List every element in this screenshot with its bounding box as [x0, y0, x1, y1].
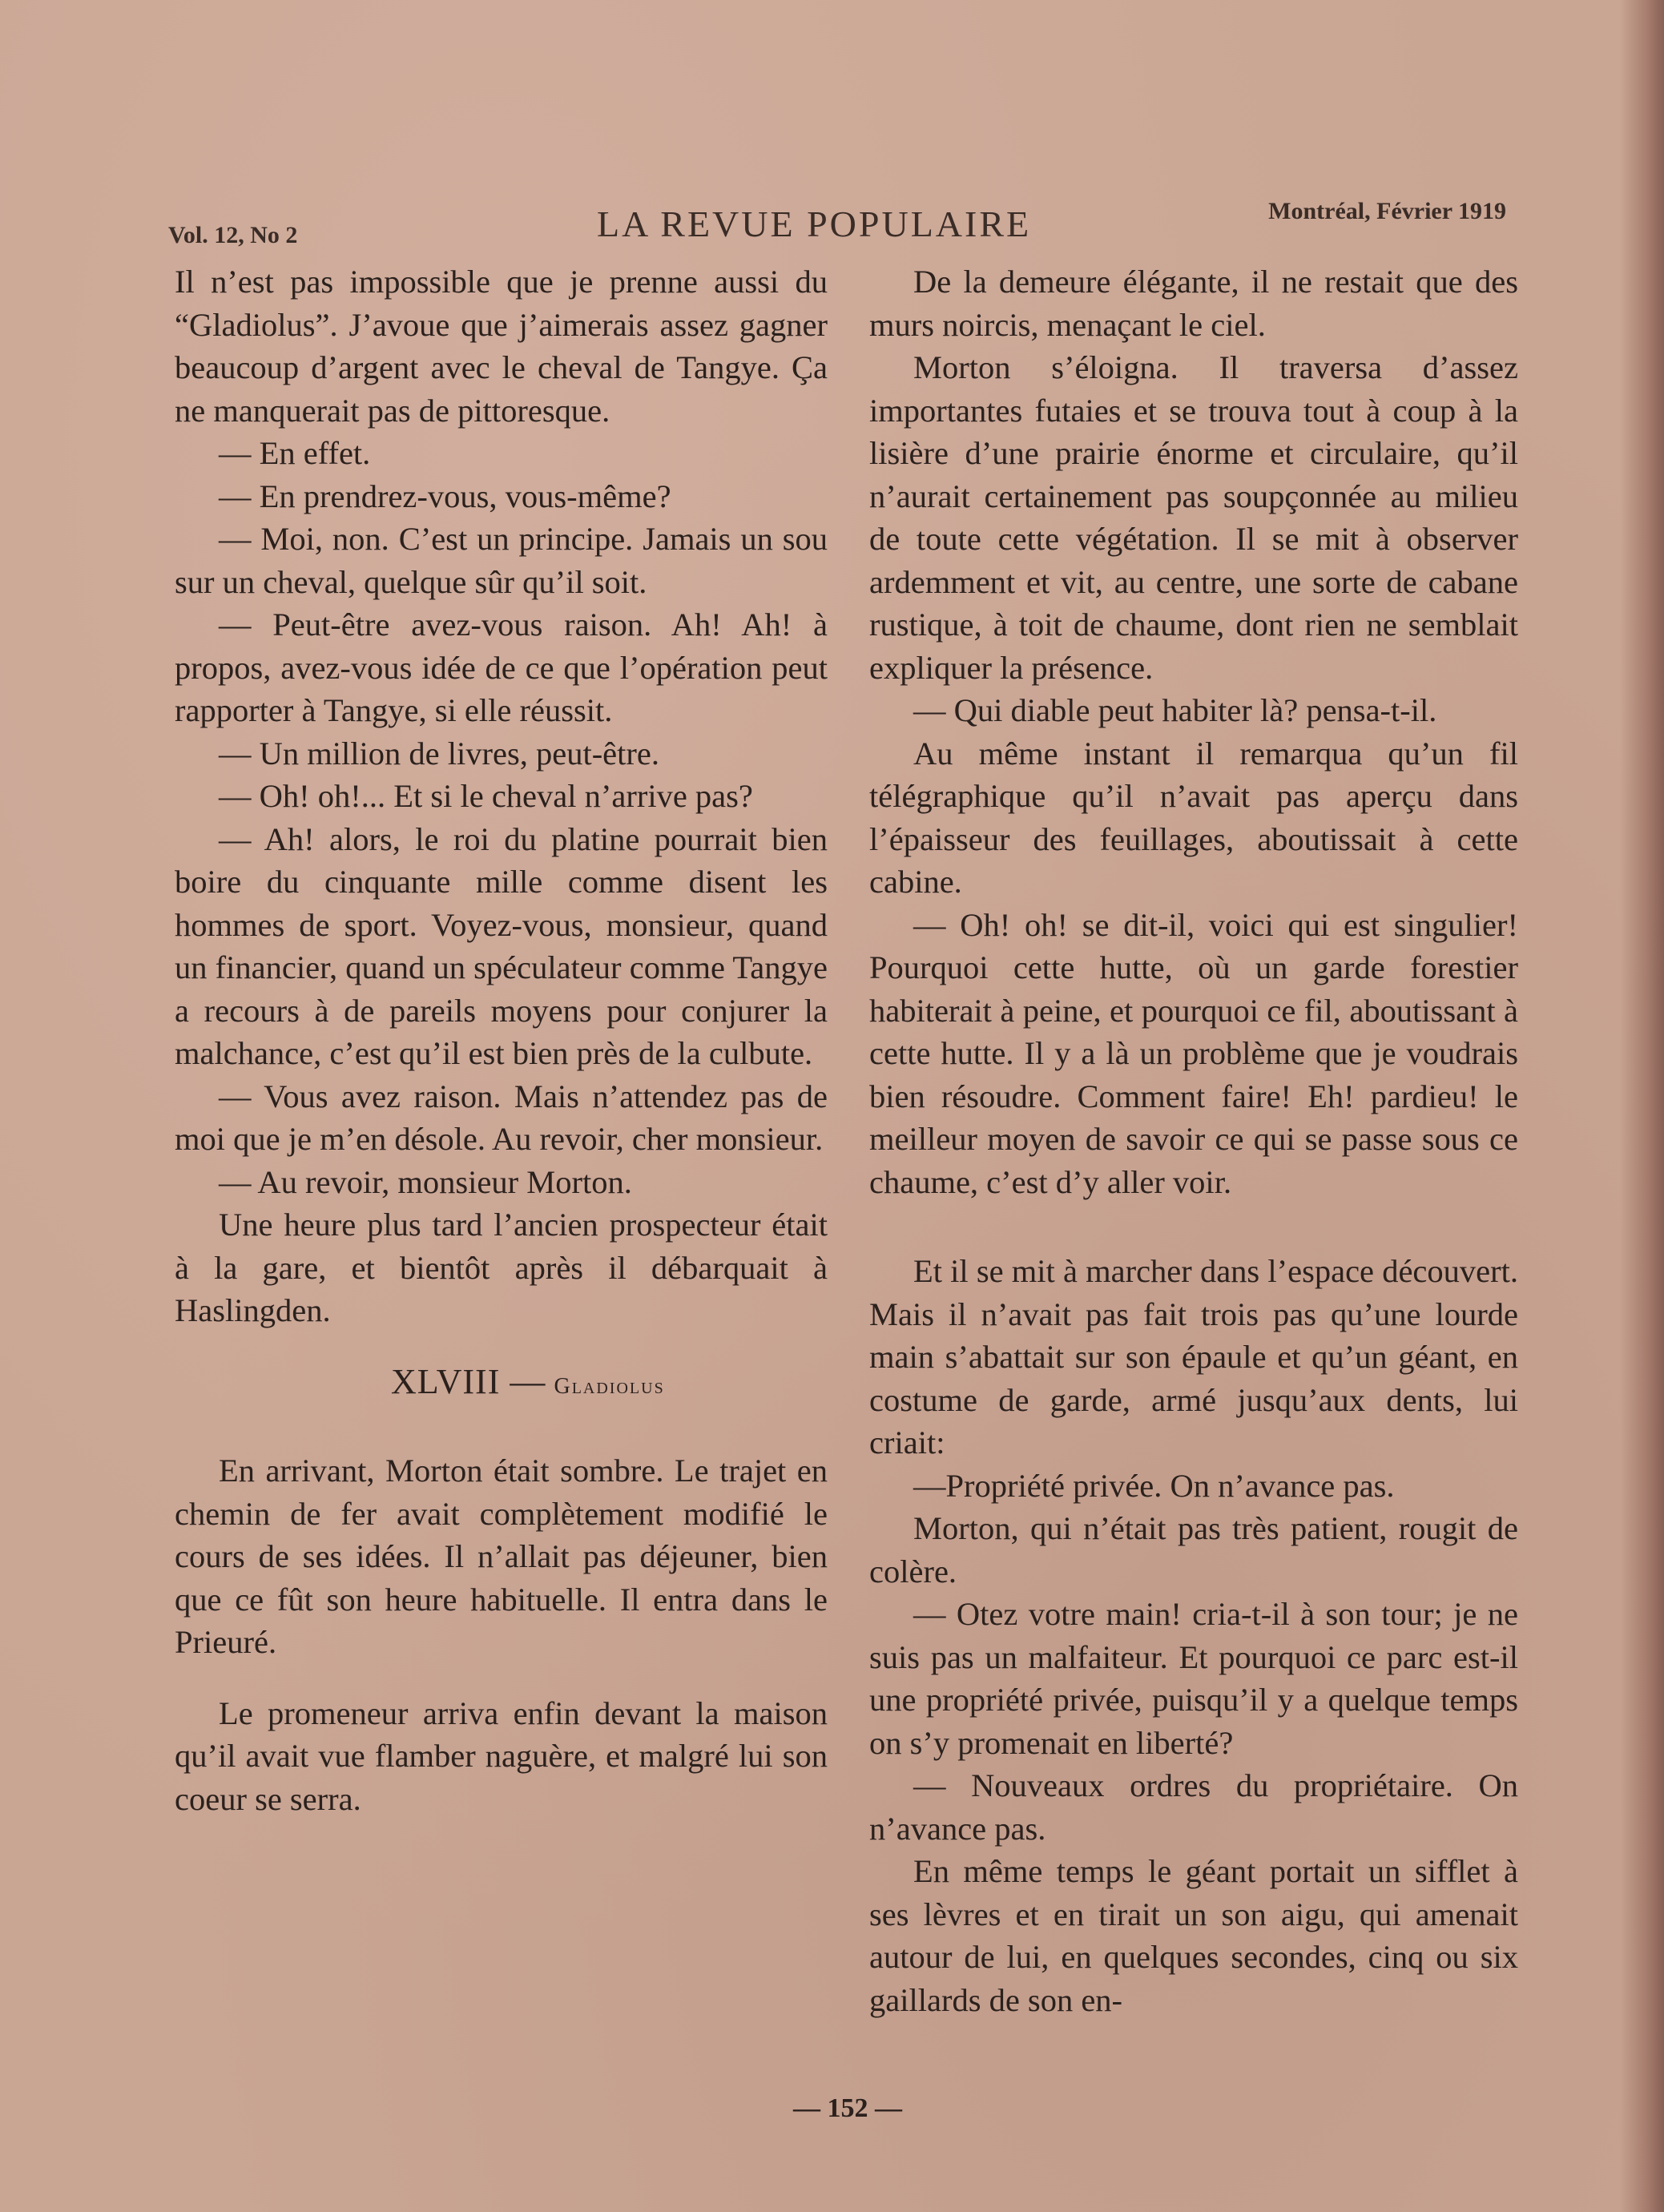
paragraph: — Oh! oh!... Et si le cheval n’arrive pas?: [219, 778, 753, 814]
running-header: [168, 196, 1506, 252]
paragraph: — Otez votre main! cria-t-il à son tour; je ne suis pas un malfaiteur. Et pourquoi ce parc est-il une propriété privée, puisqu’il y a quelque temps on s’y promenait en liberté?: [869, 1596, 1518, 1761]
paragraph: — En effet.: [219, 435, 371, 471]
paragraph: Une heure plus tard l’ancien prospecteur était à la gare, et bientôt après il débarquait à Haslingden.: [175, 1207, 828, 1328]
paragraph: — En prendrez-vous, vous-même?: [219, 477, 671, 514]
page-edge-shadow: [1620, 0, 1664, 2212]
paragraph: — Au revoir, monsieur Morton.: [219, 1163, 632, 1200]
paragraph: — Ah! alors, le roi du platine pourrait bien boire du cinquante mille comme disent les hommes de sport. Voyez-vous, monsieur, quand un financier, quand un spéculateur comme Tangye a recours à de pareils moyens pour conjurer la malchance, c’est qu’il est bien près de la culbute.: [175, 820, 828, 1071]
paragraph: Et il se mit à marcher dans l’espace découvert. Mais il n’avait pas fait trois pas qu’une lourde main s’abattait sur son épaule et qu’un géant, en costume de garde, armé jusqu’aux dents, lui criait:: [869, 1253, 1518, 1461]
chapter-number: XLVIII —: [391, 1361, 546, 1401]
chapter-title: Gladiolus: [554, 1373, 665, 1399]
left-column: [175, 260, 828, 1820]
paragraph: Le promeneur arriva enfin devant la maison qu’il avait vue flamber naguère, et malgré lui son coeur se serra.: [175, 1694, 828, 1817]
page-number: — 152 —: [793, 2093, 902, 2123]
paragraph: — Peut-être avez-vous raison. Ah! Ah! à propos, avez-vous idée de ce que l’opération peut rapporter à Tangye, si elle réussit.: [175, 606, 828, 728]
paragraph: — Qui diable peut habiter là? pensa-t-il.: [913, 692, 1437, 728]
paragraph: Au même instant il remarqua qu’un fil télégraphique qu’il n’avait pas aperçu dans l’épaisseur des feuillages, aboutissait à cette cabine.: [869, 735, 1518, 900]
paragraph: En arrivant, Morton était sombre. Le trajet en chemin de fer avait complètement modifié le cours de ses idées. Il n’allait pas déjeuner, bien que ce fût son heure habituelle. Il entra dans le Prieuré.: [175, 1453, 828, 1660]
issue-date: Montréal, Février 1919: [1268, 198, 1506, 224]
paragraph: — Moi, non. C’est un principe. Jamais un sou sur un cheval, quelque sûr qu’il soit.: [175, 521, 828, 600]
paragraph: — Vous avez raison. Mais n’attendez pas de moi que je m’en désole. Au revoir, cher monsieur.: [175, 1078, 828, 1157]
paragraph: — Un million de livres, peut-être.: [219, 735, 659, 772]
paragraph: Il n’est pas impossible que je prenne aussi du “Gladiolus”. J’avoue que j’aimerais assez gagner beaucoup d’argent avec le cheval de Tangye. Ça ne manquerait pas de pittoresque.: [175, 264, 828, 429]
paragraph: En même temps le géant portait un sifflet à ses lèvres et en tirait un son aigu, qui amenait autour de lui, en quelques secondes, cinq ou six gaillards de son en-: [869, 1853, 1518, 2018]
paragraph: Morton s’éloigna. Il traversa d’assez importantes futaies et se trouva tout à coup à la lisière d’une prairie énorme et circulaire, qu’il n’aurait certainement pas soupçonnée au milieu de toute cette végétation. Il se mit à observer ardemment et vit, au centre, une sorte de cabane rustique, à toit de chaume, dont rien ne semblait expliquer la présence.: [869, 349, 1518, 686]
journal-title: LA REVUE POPULAIRE: [597, 203, 1032, 244]
paragraph: De la demeure élégante, il ne restait que des murs noircis, menaçant le ciel.: [869, 264, 1518, 343]
paragraph: Morton, qui n’était pas très patient, rougit de colère.: [869, 1510, 1518, 1589]
right-column: [869, 260, 1518, 2021]
paragraph: — Oh! oh! se dit-il, voici qui est singulier! Pourquoi cette hutte, où un garde forestier habiterait à peine, et pourquoi ce fil, aboutissant à cette hutte. Il y a là un problème que je voudrais bien résoudre. Comment faire! Eh! pardieu! le meilleur moyen de savoir ce qui se passe sous ce chaume, c’est d’y aller voir.: [869, 906, 1518, 1200]
paragraph: —Propriété privée. On n’avance pas.: [913, 1467, 1395, 1504]
volume-number: Vol. 12, No 2: [168, 222, 298, 248]
chapter-heading: [175, 1360, 828, 1408]
paragraph: — Nouveaux ordres du propriétaire. On n’avance pas.: [869, 1767, 1518, 1847]
